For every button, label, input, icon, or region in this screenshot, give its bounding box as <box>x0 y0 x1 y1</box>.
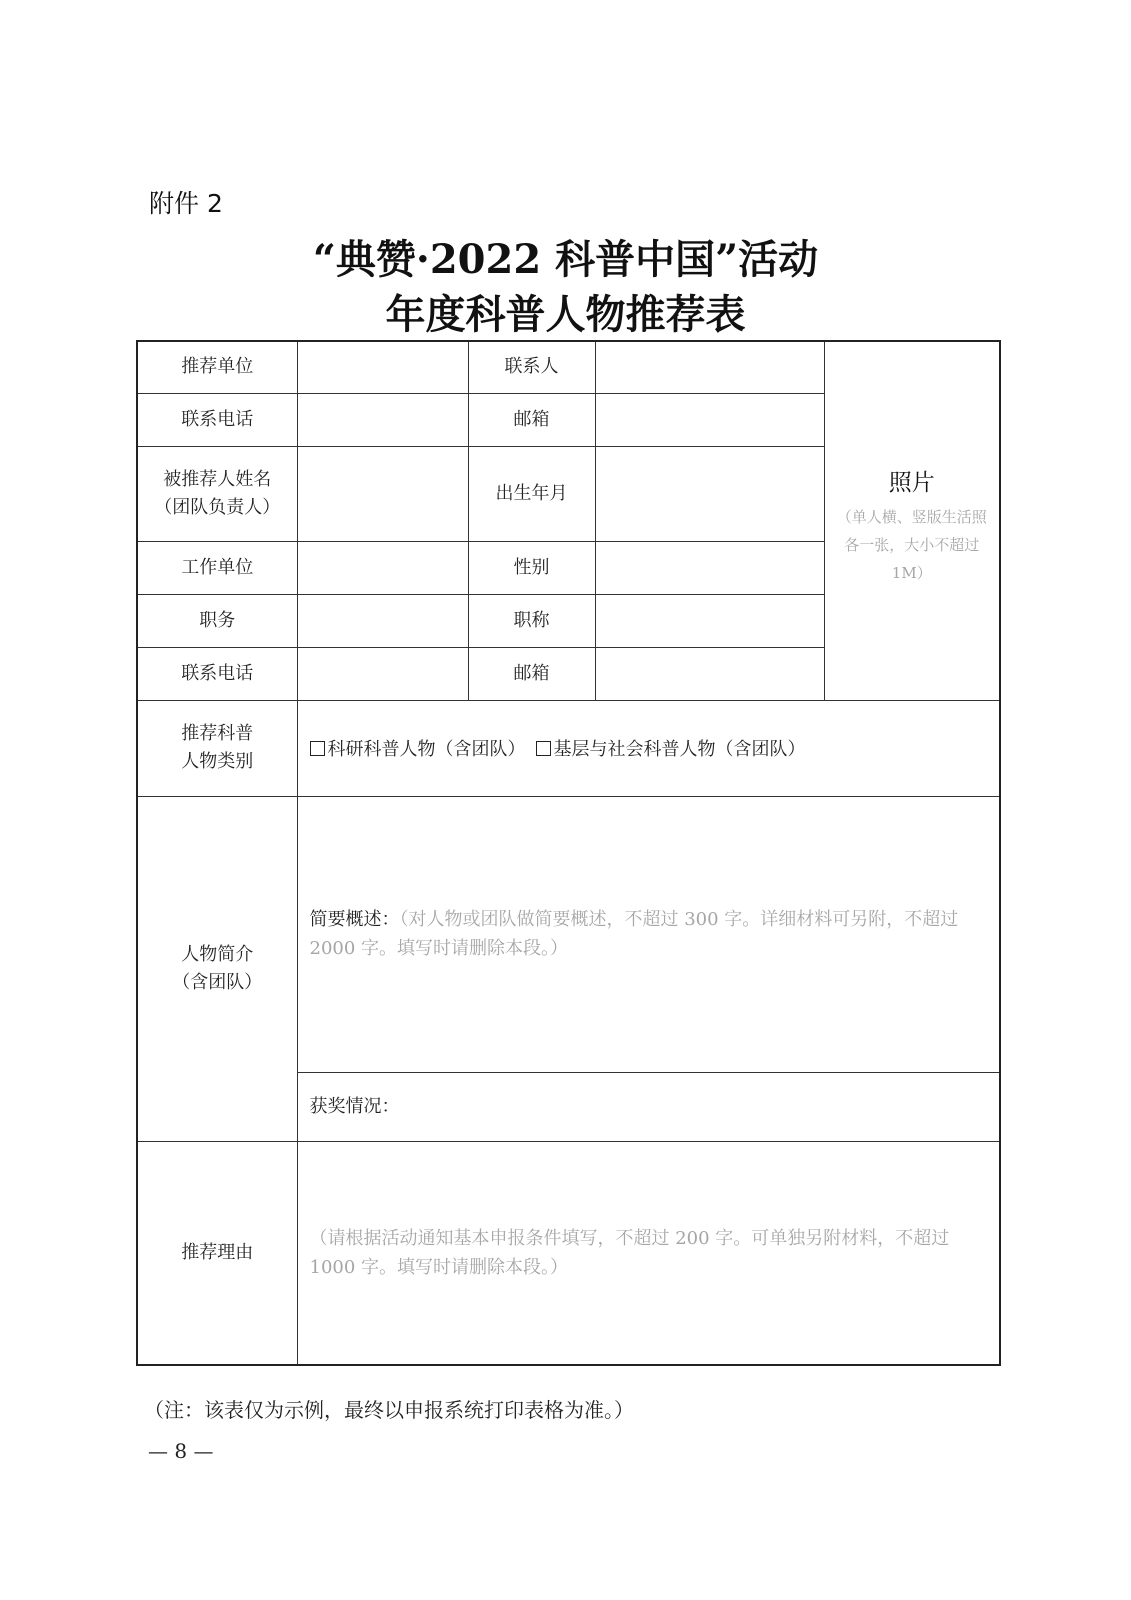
photo-cell[interactable] <box>824 341 1000 700</box>
awards-lead: 获奖情况： <box>309 1096 400 1117</box>
label-nominee-name <box>137 446 297 541</box>
input-gender[interactable] <box>595 541 824 594</box>
awards-cell[interactable] <box>297 1072 1000 1141</box>
label-nominee-name-line2: （团队负责人） <box>154 496 281 518</box>
page-number: — 8 — <box>148 1439 214 1463</box>
category-option-grassroots[interactable]: 基层与社会科普人物（含团队） <box>553 739 806 760</box>
summary-lead: 简要概述： <box>309 909 400 930</box>
photo-title: 照片 <box>888 470 935 496</box>
footnote: （注：该表仅为示例，最终以申报系统打印表格为准。） <box>144 1398 634 1422</box>
category-options <box>297 700 1000 796</box>
summary-hint: （对人物或团队做简要概述，不超过 300 字。详细材料可另附，不超过 2000 字。填写时请删除本段。） <box>309 909 959 959</box>
checkbox-research-icon[interactable] <box>310 741 325 756</box>
label-email: 邮箱 <box>468 393 595 446</box>
input-email-2[interactable] <box>595 647 824 700</box>
input-position[interactable] <box>297 594 468 647</box>
input-contact-person[interactable] <box>595 341 824 393</box>
label-profile-line1: 人物简介 <box>181 943 254 965</box>
label-profile <box>137 796 297 1141</box>
attachment-label: 附件 2 <box>149 189 223 218</box>
input-birth-date[interactable] <box>595 446 824 541</box>
input-contact-phone[interactable] <box>297 393 468 446</box>
label-birth-date: 出生年月 <box>468 446 595 541</box>
input-title-rank[interactable] <box>595 594 824 647</box>
label-contact-phone: 联系电话 <box>137 393 297 446</box>
label-recommend-unit: 推荐单位 <box>137 341 297 393</box>
form-title-line1: “典赞·2022 科普中国”活动 <box>312 236 819 283</box>
label-contact-phone-2: 联系电话 <box>137 647 297 700</box>
reason-cell[interactable] <box>297 1141 1000 1365</box>
recommendation-form-table <box>136 340 1001 1366</box>
photo-hint: （单人横、竖版生活照各一张，大小不超过 1M） <box>836 508 987 582</box>
label-nominee-name-line1: 被推荐人姓名 <box>163 468 272 490</box>
label-category <box>137 700 297 796</box>
checkbox-grassroots-icon[interactable] <box>536 741 551 756</box>
label-gender: 性别 <box>468 541 595 594</box>
label-work-unit: 工作单位 <box>137 541 297 594</box>
form-title-line2: 年度科普人物推荐表 <box>385 291 746 338</box>
input-nominee-name[interactable] <box>297 446 468 541</box>
label-title-rank: 职称 <box>468 594 595 647</box>
label-contact-person: 联系人 <box>468 341 595 393</box>
input-work-unit[interactable] <box>297 541 468 594</box>
category-option-research[interactable]: 科研科普人物（含团队） <box>327 739 526 760</box>
label-reason: 推荐理由 <box>137 1141 297 1365</box>
label-position: 职务 <box>137 594 297 647</box>
input-contact-phone-2[interactable] <box>297 647 468 700</box>
profile-summary-cell[interactable] <box>297 796 1000 1072</box>
input-email[interactable] <box>595 393 824 446</box>
label-category-line1: 推荐科普 <box>181 723 254 744</box>
label-email-2: 邮箱 <box>468 647 595 700</box>
reason-hint: （请根据活动通知基本申报条件填写，不超过 200 字。可单独另附材料，不超过 1000 字。填写时请删除本段。） <box>309 1227 950 1278</box>
input-recommend-unit[interactable] <box>297 341 468 393</box>
label-category-line2: 人物类别 <box>181 751 254 772</box>
label-profile-line2: （含团队） <box>172 971 263 993</box>
